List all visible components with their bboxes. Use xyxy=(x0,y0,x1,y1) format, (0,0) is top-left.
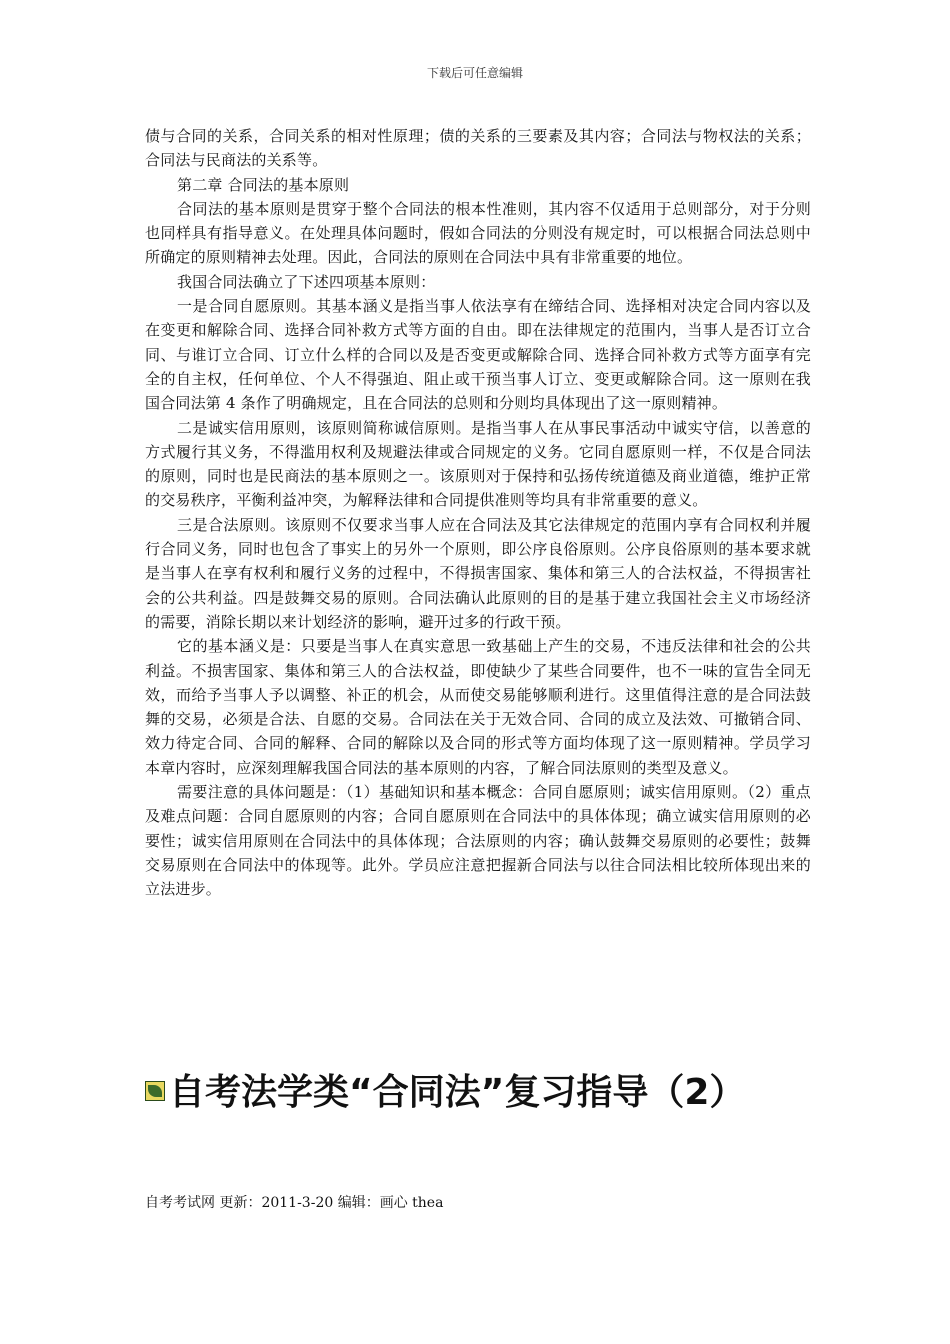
paragraph: 需要注意的具体问题是：（1）基础知识和基本概念：合同自愿原则；诚实信用原则。（2）重点及难点问题：合同自愿原则的内容；合同自愿原则在合同法中的具体体现；确立诚实信用原则的必要性；诚实信用原则在合同法中的具体体现；合法原则的内容；确认鼓舞交易原则的必要性；鼓舞交易原则在合同法中的体现等。此外。学员应注意把握新合同法与以往合同法相比较所体现出来的立法进步。 xyxy=(145,783,811,899)
paragraph: 合同法的基本原则是贯穿于整个合同法的根本性准则，其内容不仅适用于总则部分，对于分则也同样具有指导意义。在处理具体问题时，假如合同法的分则没有规定时，可以根据合同法总则中所确定的原则精神去处理。因此，合同法的原则在合同法中具有非常重要的地位。 xyxy=(145,199,811,267)
paragraph: 它的基本涵义是：只要是当事人在真实意思一致基础上产生的交易，不违反法律和社会的公共利益。不损害国家、集体和第三人的合法权益，即使缺少了某些合同要件，也不一味的宣告全同无效，而给予当事人予以调整、补正的机会，从而使交易能够顺利进行。这里值得注意的是合同法鼓舞的交易，必须是合法、自愿的交易。合同法在关于无效合同、合同的成立及法效、可撤销合同、效力待定合同、合同的解释、合同的解除以及合同的形式等方面均体现了这一原则精神。学员学习本章内容时，应深刻理解我国合同法的基本原则的内容，了解合同法原则的类型及意义。 xyxy=(145,637,811,777)
page-header: 下载后可任意编辑 xyxy=(426,66,523,80)
article-title-text: 自考法学类“合同法”复习指导（2） xyxy=(169,1072,746,1113)
article-body xyxy=(145,124,811,902)
document-icon xyxy=(145,1081,165,1101)
article-meta: 自考考试网 更新：2011-3-20 编辑：画心 thea xyxy=(145,1195,444,1211)
paragraph: 二是诚实信用原则，该原则简称诚信原则。是指当事人在从事民事活动中诚实守信，以善意的方式履行其义务，不得滥用权利及规避法律或合同规定的义务。它同自愿原则一样，不仅是合同法的原则，同时也是民商法的基本原则之一。该原则对于保持和弘扬传统道德及商业道德，维护正常的交易秩序，平衡利益冲突，为解释法律和合同提供准则等均具有非常重要的意义。 xyxy=(145,418,811,510)
article-title xyxy=(145,1066,811,1120)
paragraph: 我国合同法确立了下述四项基本原则： xyxy=(177,272,436,291)
paragraph: 三是合法原则。该原则不仅要求当事人应在合同法及其它法律规定的范围内享有合同权利并履行合同义务，同时也包含了事实上的另外一个原则，即公序良俗原则。公序良俗原则的基本要求就是当事人在享有权利和履行义务的过程中，不得损害国家、集体和第三人的合法权益，不得损害社会的公共利益。四是鼓舞交易的原则。合同法确认此原则的目的是基于建立我国社会主义市场经济的需要，消除长期以来计划经济的影响，避开过多的行政干预。 xyxy=(145,515,811,631)
chapter-heading: 第二章 合同法的基本原则 xyxy=(177,175,350,194)
paragraph: 一是合同自愿原则。其基本涵义是指当事人依法享有在缔结合同、选择相对决定合同内容以及在变更和解除合同、选择合同补救方式等方面的自由。即在法律规定的范围内，当事人是否订立合同、与谁订立合同、订立什么样的合同以及是否变更或解除合同、选择合同补救方式等方面享有完全的自主权，任何单位、个人不得强迫、阻止或干预当事人订立、变更或解除合同。这一原则在我国合同法第 4 条作了明确规定，且在合同法的总则和分则均具体现出了这一原则精神。 xyxy=(145,297,811,413)
paragraph: 债与合同的关系，合同关系的相对性原理；债的关系的三要素及其内容；合同法与物权法的关系；合同法与民商法的关系等。 xyxy=(145,127,811,170)
